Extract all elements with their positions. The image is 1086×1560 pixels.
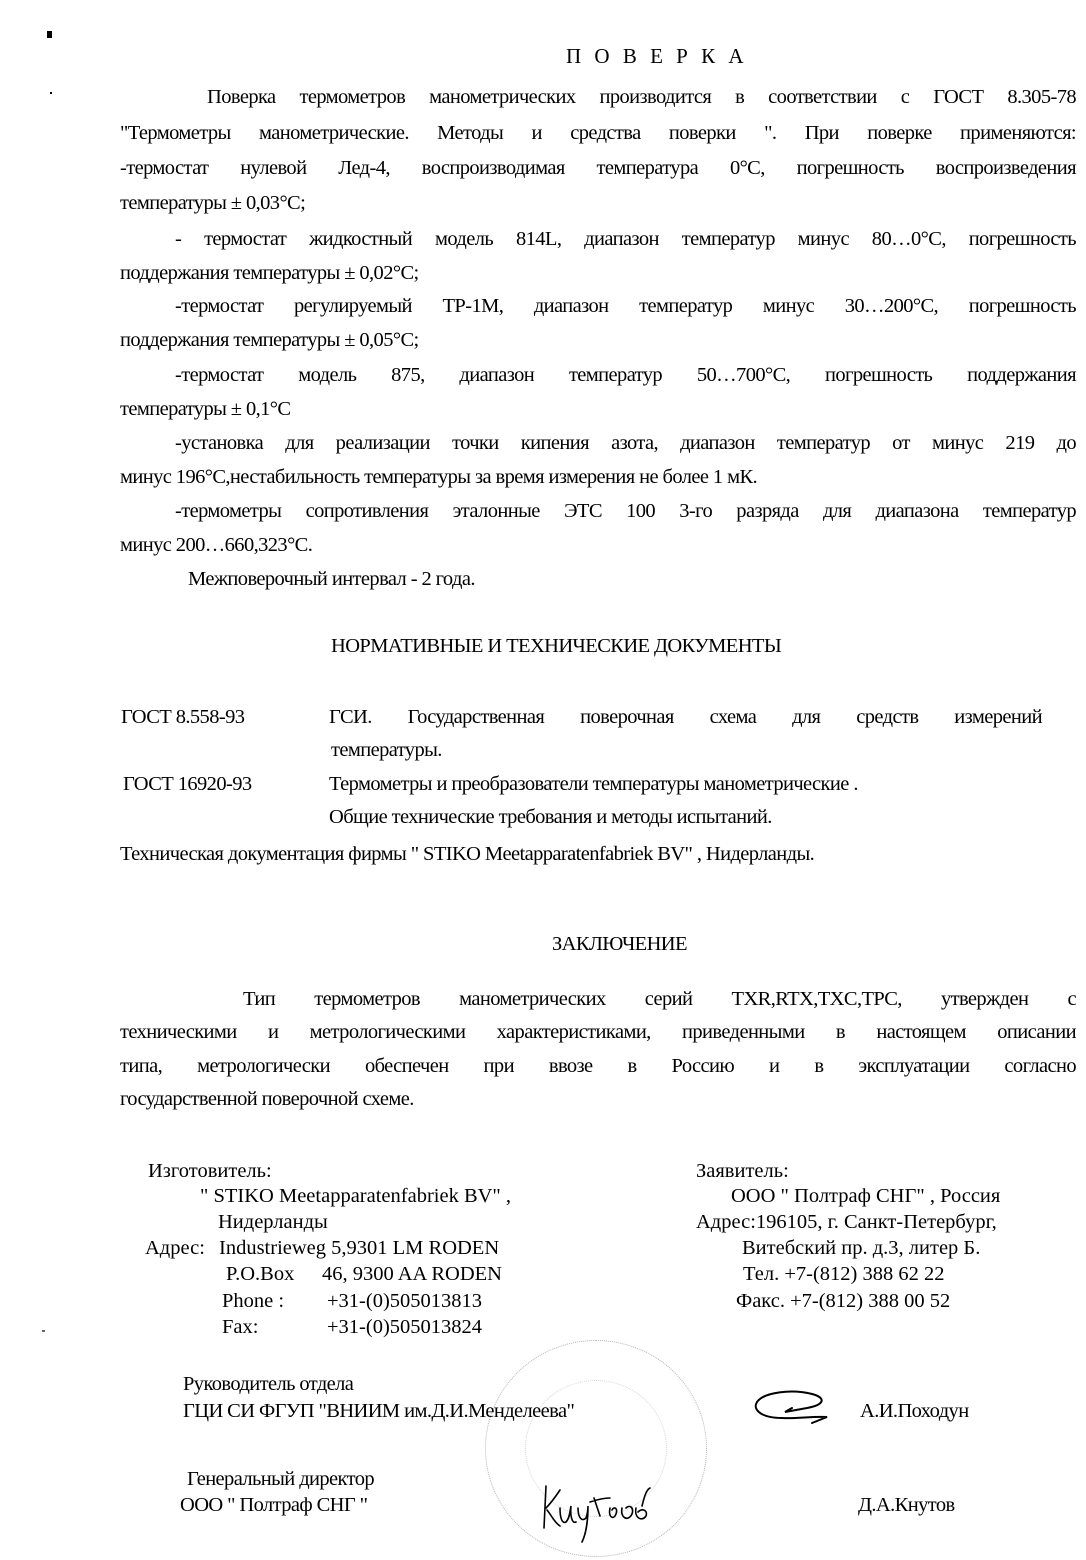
- signatory-organization: ГЦИ СИ ФГУП "ВНИИМ им.Д.И.Менделеева": [183, 1400, 575, 1422]
- signatory-name: А.И.Походун: [860, 1400, 969, 1422]
- conclusion-line: Тип термометров манометрических серий TXR,RTX,TXC,TPC, утвержден с: [243, 988, 1076, 1010]
- signatory-position: Руководитель отдела: [183, 1373, 354, 1395]
- verification-line: температуры ± 0,1°С: [120, 398, 291, 420]
- section-title-normative: НОРМАТИВНЫЕ И ТЕХНИЧЕСКИЕ ДОКУМЕНТЫ: [331, 635, 782, 657]
- applicant-fax: Факс. +7-(812) 388 00 52: [736, 1290, 951, 1312]
- applicant-name: ООО " Полтраф СНГ" , Россия: [731, 1185, 1001, 1207]
- applicant-address: Адрес:196105, г. Санкт-Петербург,: [696, 1211, 997, 1233]
- calibration-interval: Межповерочный интервал - 2 года.: [188, 568, 475, 590]
- verification-line: Поверка термометров манометрических производится в соответствии с ГОСТ 8.305-78: [207, 86, 1076, 108]
- conclusion-line: типа, метрологически обеспечен при ввозе в Россию и в эксплуатации согласно: [120, 1055, 1076, 1077]
- verification-line: поддержания температуры ± 0,05°С;: [120, 329, 419, 351]
- signatory-name: Д.А.Кнутов: [858, 1494, 955, 1516]
- manufacturer-phone: +31-(0)505013813: [327, 1290, 483, 1312]
- signatory-organization: ООО " Полтраф СНГ ": [180, 1494, 368, 1516]
- manufacturer-name: " STIKO Meetapparatenfabriek BV" ,: [200, 1185, 512, 1207]
- applicant-label: Заявитель:: [696, 1160, 789, 1182]
- verification-line: -термометры сопротивления эталонные ЭТС 100 3-го разряда для диапазона температур: [175, 500, 1076, 522]
- scan-speck: [42, 1330, 45, 1332]
- handwritten-signature-icon: [752, 1390, 832, 1430]
- doc-description: Общие технические требования и методы испытаний.: [329, 806, 772, 828]
- signatory-position: Генеральный директор: [187, 1468, 375, 1490]
- manufacturer-fax-label: Fax:: [222, 1316, 259, 1338]
- handwritten-signature-icon: [538, 1478, 663, 1543]
- verification-line: -термостат регулируемый ТР-1М, диапазон температур минус 30…200°С, погрешность: [175, 295, 1076, 317]
- verification-line: минус 196°С,нестабильность температуры за время измерения не более 1 мК.: [120, 466, 758, 488]
- verification-line: -термостат модель 875, диапазон температур 50…700°С, погрешность поддержания: [175, 364, 1076, 386]
- doc-code: ГОСТ 16920-93: [123, 773, 252, 795]
- applicant-address-street: Витебский пр. д.3, литер Б.: [742, 1237, 981, 1259]
- manufacturer-address-label: Адрес:: [145, 1237, 205, 1259]
- applicant-phone: Тел. +7-(812) 388 62 22: [743, 1263, 945, 1285]
- manufacturer-pobox: 46, 9300 AA RODEN: [322, 1263, 502, 1285]
- verification-line: минус 200…660,323°С.: [120, 534, 313, 556]
- doc-description: температуры.: [331, 739, 442, 761]
- scan-speck: [47, 31, 52, 38]
- verification-line: температуры ± 0,03°С;: [120, 192, 306, 214]
- manufacturer-country: Нидерланды: [218, 1211, 328, 1233]
- scan-speck: [50, 92, 52, 94]
- tech-documentation: Техническая документация фирмы " STIKO Meetapparatenfabriek BV" , Нидерланды.: [120, 843, 815, 865]
- doc-code: ГОСТ 8.558-93: [121, 706, 245, 728]
- manufacturer-phone-label: Phone :: [222, 1290, 285, 1312]
- section-title-verification: П О В Е Р К А: [566, 44, 748, 68]
- verification-line: -термостат нулевой Лед-4, воспроизводимая температура 0°С, погрешность воспроизведения: [120, 157, 1076, 179]
- verification-line: поддержания температуры ± 0,02°С;: [120, 262, 419, 284]
- verification-line: "Термометры манометрические. Методы и средства поверки ". При поверке применяются:: [120, 122, 1076, 144]
- section-title-conclusion: ЗАКЛЮЧЕНИЕ: [552, 933, 687, 955]
- doc-description: ГСИ. Государственная поверочная схема для средств измерений: [329, 706, 1042, 728]
- conclusion-line: техническими и метрологическими характеристиками, приведенными в настоящем описании: [120, 1021, 1076, 1043]
- manufacturer-label: Изготовитель:: [148, 1160, 272, 1182]
- manufacturer-fax: +31-(0)505013824: [327, 1316, 483, 1338]
- verification-line: - термостат жидкостный модель 814L, диапазон температур минус 80…0°С, погрешность: [175, 228, 1076, 250]
- manufacturer-pobox-label: P.O.Box: [226, 1263, 295, 1285]
- doc-description: Термометры и преобразователи температуры манометрические .: [329, 773, 858, 795]
- manufacturer-address: Industrieweg 5,9301 LM RODEN: [219, 1237, 500, 1259]
- verification-line: -установка для реализации точки кипения азота, диапазон температур от минус 219 до: [175, 432, 1076, 454]
- conclusion-line: государственной поверочной схеме.: [120, 1088, 414, 1110]
